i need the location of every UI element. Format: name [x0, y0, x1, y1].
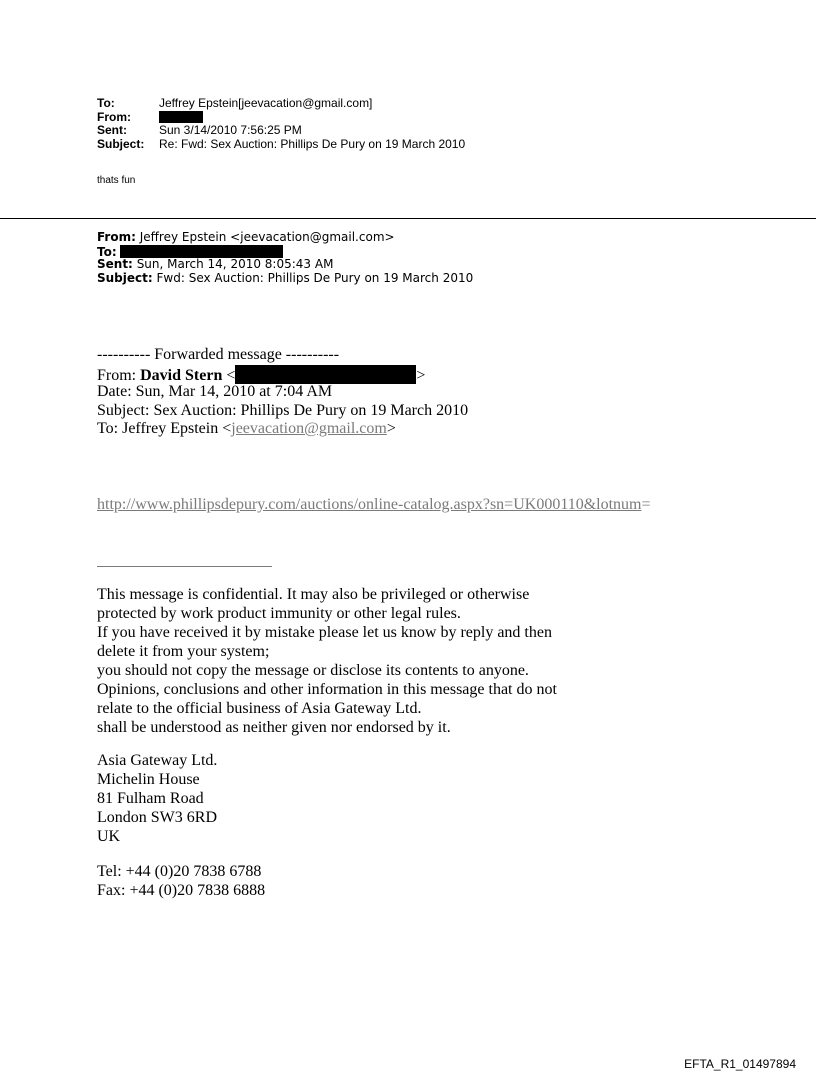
fm-subject: Subject: Sex Auction: Phillips De Pury on 19 March 2010	[97, 401, 469, 419]
fm-to-suffix: >	[386, 420, 396, 437]
catalog-url-tail: =	[641, 496, 651, 513]
header-sent-row	[97, 124, 465, 138]
signature-separator	[97, 566, 272, 567]
header-divider	[0, 218, 816, 219]
fm-from-close: >	[416, 366, 426, 384]
address-line: London SW3 6RD	[97, 809, 217, 826]
confidentiality-line: Opinions, conclusions and other information in this message that do not	[97, 681, 557, 698]
forwarded-header	[97, 231, 473, 285]
fm-from-email-redaction	[235, 365, 416, 384]
fm-from-open: <	[222, 366, 236, 384]
subject-value: Re: Fwd: Sex Auction: Phillips De Pury on 19 March 2010	[159, 136, 466, 151]
fwd-sent-row	[97, 258, 473, 272]
confidentiality-line: delete it from your system;	[97, 643, 270, 660]
sent-label: Sent:	[97, 123, 127, 137]
address-line: UK	[97, 828, 121, 845]
email-header	[97, 97, 465, 151]
document-id: EFTA_R1_01497894	[684, 1057, 796, 1071]
fwd-from-row	[97, 231, 473, 245]
address-line: Asia Gateway Ltd.	[97, 752, 218, 769]
subject-label: Subject:	[97, 136, 145, 151]
confidentiality-line: protected by work product immunity or other legal rules.	[97, 605, 461, 622]
confidentiality-line: This message is confidential. It may also be privileged or otherwise	[97, 586, 530, 603]
fwd-from-label: From:	[97, 230, 136, 244]
fwd-subject-value: Fwd: Sex Auction: Phillips De Pury on 19 March 2010	[156, 270, 474, 285]
fm-from-prefix: From:	[97, 366, 141, 384]
fwd-from-value: Jeffrey Epstein <jeevacation@gmail.com>	[139, 230, 395, 244]
catalog-url-link[interactable]: http://www.phillipsdepury.com/auctions/online-catalog.aspx?sn=UK000110&lotnum	[97, 496, 642, 513]
fwd-to-label: To:	[97, 244, 117, 259]
confidentiality-line: relate to the official business of Asia Gateway Ltd.	[97, 700, 422, 717]
confidentiality-line: you should not copy the message or disclose its contents to anyone.	[97, 662, 529, 679]
to-label: To:	[97, 96, 115, 110]
fwd-sent-value: Sun, March 14, 2010 8:05:43 AM	[136, 257, 334, 271]
from-label: From:	[97, 109, 131, 124]
header-from-row	[97, 111, 465, 125]
fm-to-row	[97, 420, 468, 439]
fwd-sent-label: Sent:	[97, 257, 133, 271]
header-subject-row	[97, 138, 465, 152]
confidentiality-line: If you have received it by mistake please let us know by reply and then	[97, 624, 552, 641]
fwd-subject-row	[97, 272, 473, 286]
reply-body: thats fun	[97, 175, 136, 186]
fm-to-prefix: To: Jeffrey Epstein <	[97, 420, 232, 437]
forwarded-divider: ---------- Forwarded message ----------	[97, 346, 340, 363]
fm-to-email-link[interactable]: jeevacation@gmail.com	[231, 420, 387, 437]
catalog-url-row	[97, 496, 651, 514]
address-line: 81 Fulham Road	[97, 790, 204, 807]
confidentiality-line: shall be understood as neither given nor endorsed by it.	[97, 719, 451, 736]
fwd-to-redaction	[120, 245, 283, 258]
fwd-to-row	[97, 245, 473, 259]
forwarded-message	[97, 346, 468, 439]
header-to-row	[97, 97, 465, 111]
fm-from-name: David Stern	[140, 366, 223, 384]
from-redaction	[159, 111, 203, 123]
company-address	[97, 751, 217, 846]
fax: Fax: +44 (0)20 7838 6888	[97, 882, 266, 899]
fwd-subject-label: Subject:	[97, 270, 153, 285]
telephone: Tel: +44 (0)20 7838 6788	[97, 863, 262, 880]
contact-info	[97, 862, 265, 900]
address-line: Michelin House	[97, 771, 200, 788]
to-value: Jeffrey Epstein[jeevacation@gmail.com]	[159, 96, 373, 110]
fm-date: Date: Sun, Mar 14, 2010 at 7:04 AM	[97, 383, 333, 400]
sent-value: Sun 3/14/2010 7:56:25 PM	[159, 123, 302, 137]
fm-from-row	[97, 365, 468, 384]
confidentiality-notice	[97, 585, 557, 737]
